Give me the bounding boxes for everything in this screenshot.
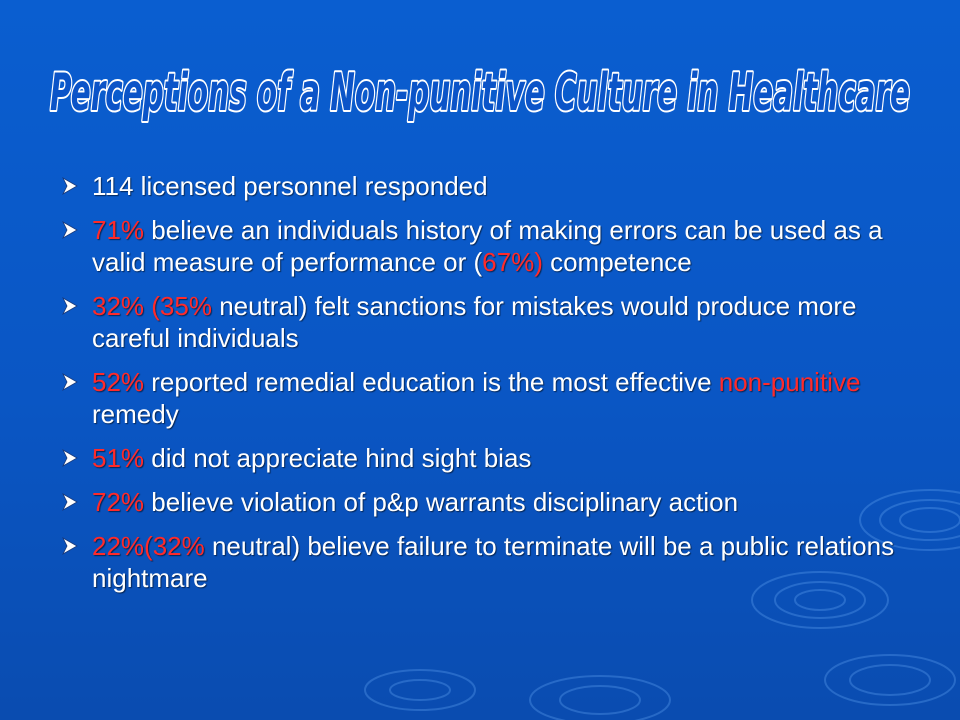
bullet-text bbox=[92, 486, 738, 518]
text-run: 114 licensed personnel responded bbox=[92, 171, 488, 201]
bullet-item bbox=[60, 530, 920, 594]
bullet-list bbox=[60, 170, 920, 606]
bullet-text bbox=[92, 290, 920, 354]
text-run: neutral) felt sanctions for mistakes would produce more careful individuals bbox=[92, 291, 857, 353]
bullet-item bbox=[60, 366, 920, 430]
slide-title bbox=[0, 0, 960, 150]
highlight-run: non-punitive bbox=[718, 367, 861, 397]
arrowhead-icon bbox=[60, 442, 92, 474]
text-run: competence bbox=[542, 247, 692, 277]
highlight-run: 51% bbox=[92, 443, 145, 473]
bullet-text bbox=[92, 442, 531, 474]
bullet-item bbox=[60, 442, 920, 474]
bullet-text bbox=[92, 530, 920, 594]
bullet-text bbox=[92, 170, 488, 202]
highlight-run: 52% bbox=[92, 367, 145, 397]
arrowhead-icon bbox=[60, 170, 92, 202]
text-run: believe violation of p&p warrants disciplinary action bbox=[144, 487, 739, 517]
text-run: believe an individuals history of making errors can be used as a valid measure of performance or ( bbox=[92, 215, 883, 277]
arrowhead-icon bbox=[60, 214, 92, 246]
highlight-run: 72% bbox=[92, 487, 145, 517]
highlight-run: 22%(32% bbox=[92, 531, 205, 561]
text-run: did not appreciate hind sight bias bbox=[144, 443, 532, 473]
bullet-text bbox=[92, 214, 920, 278]
slide-title-text: Perceptions of a Non-punitive Culture in Healthcare bbox=[50, 63, 910, 123]
bullet-item bbox=[60, 290, 920, 354]
text-run: remedy bbox=[92, 399, 179, 429]
arrowhead-icon bbox=[60, 530, 92, 562]
highlight-run: 32% (35% bbox=[92, 291, 212, 321]
highlight-run: 67%) bbox=[482, 247, 543, 277]
bullet-text bbox=[92, 366, 920, 430]
arrowhead-icon bbox=[60, 366, 92, 398]
text-run: neutral) believe failure to terminate will be a public relations nightmare bbox=[92, 531, 895, 593]
bullet-item bbox=[60, 214, 920, 278]
highlight-run: 71% bbox=[92, 215, 145, 245]
arrowhead-icon bbox=[60, 486, 92, 518]
bullet-item bbox=[60, 170, 920, 202]
text-run: reported remedial education is the most effective bbox=[144, 367, 719, 397]
bullet-item bbox=[60, 486, 920, 518]
arrowhead-icon bbox=[60, 290, 92, 322]
